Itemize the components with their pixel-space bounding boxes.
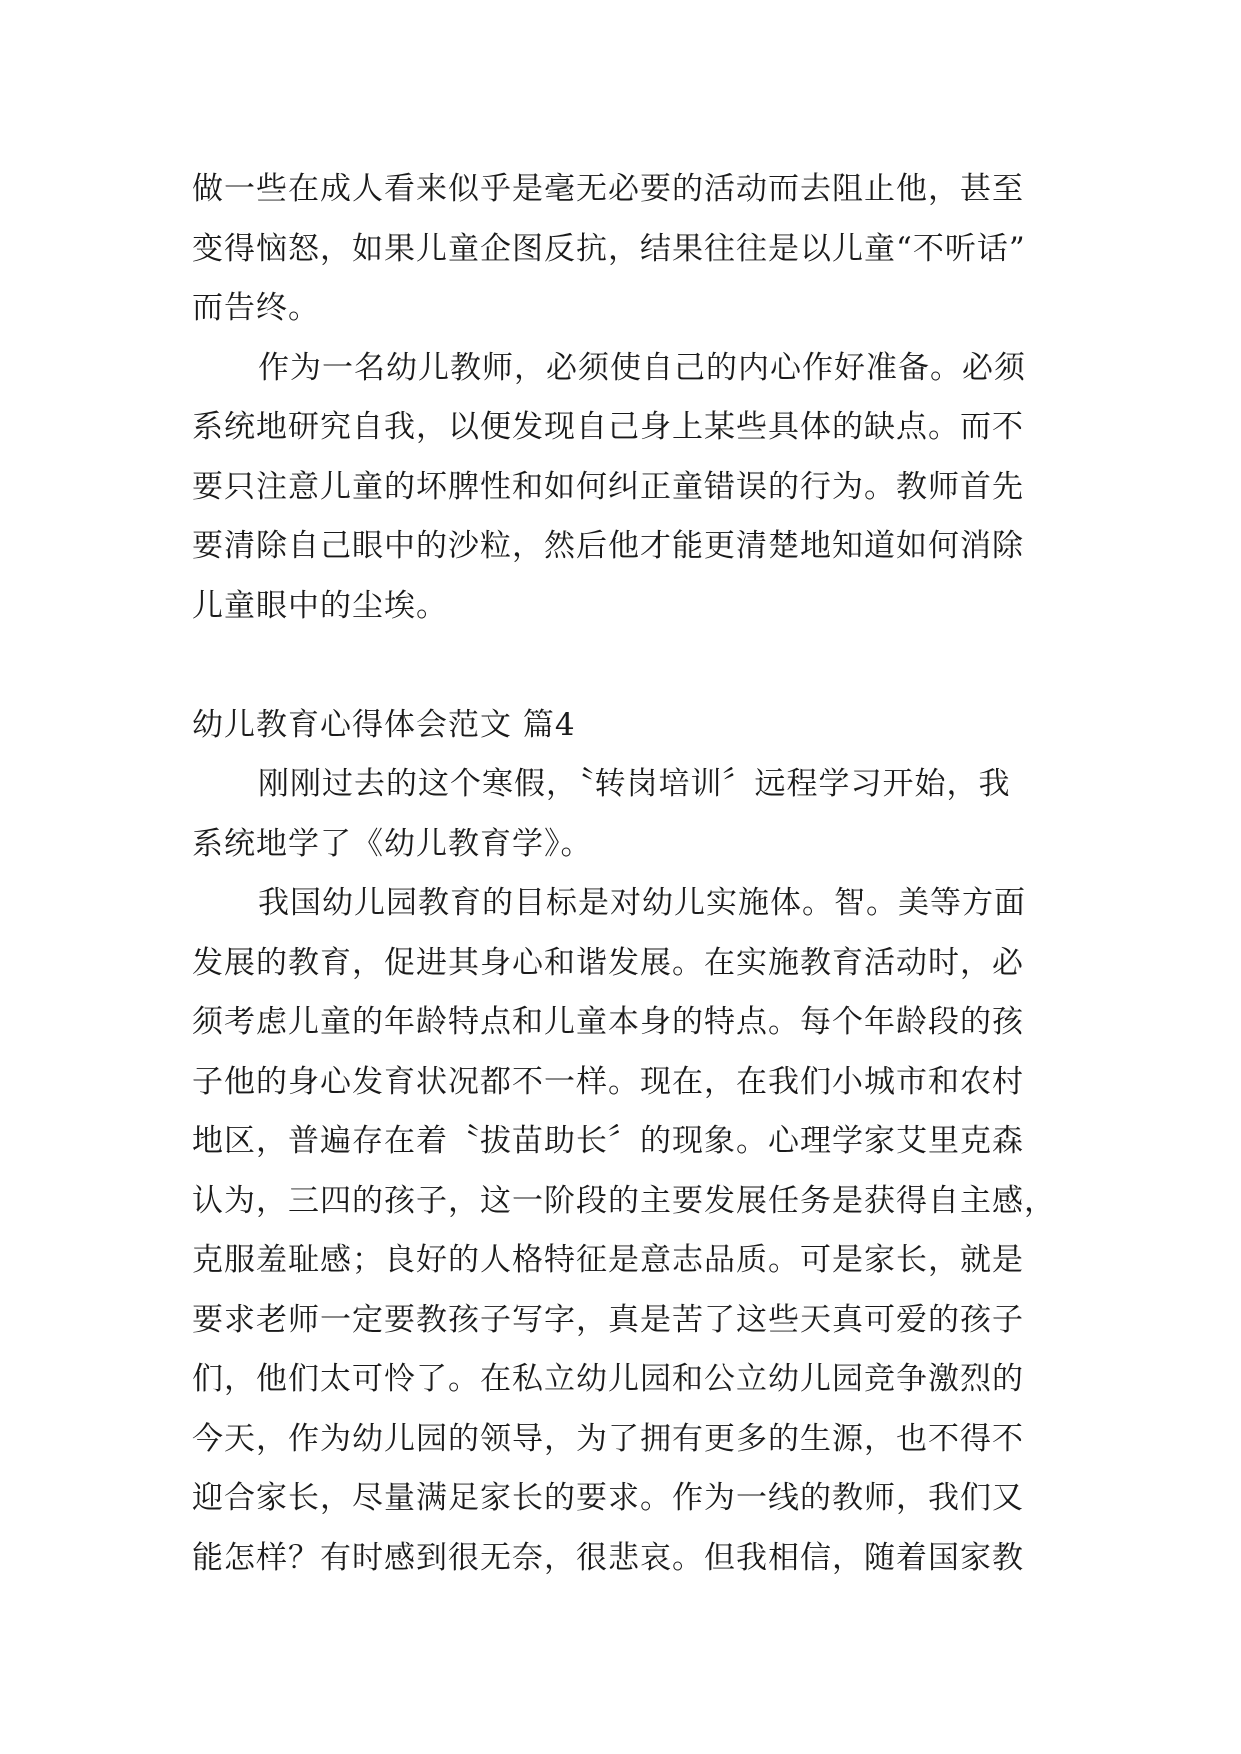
document-body (192, 160, 1062, 1588)
paragraph-line: 迎合家长，尽量满足家长的要求。作为一线的教师，我们又 (192, 1480, 1024, 1516)
paragraph-line: 发展的教育，促进其身心和谐发展。在实施教育活动时，必 (192, 944, 1024, 981)
paragraph-4 (192, 874, 1062, 1588)
paragraph-line: 作为一名幼儿教师，必须使自己的内心作好准备。必须 (258, 349, 1026, 386)
paragraph-line: 克服羞耻感；良好的人格特征是意志品质。可是家长，就是 (192, 1242, 1024, 1278)
paragraph-line: 儿童眼中的尘埃。 (192, 587, 448, 624)
section-heading: 幼儿教育心得体会范文 篇4 (192, 706, 576, 743)
paragraph-2 (192, 339, 1062, 637)
paragraph-line: 系统地学了《幼儿教育学》。 (192, 825, 593, 862)
paragraph-line: 要只注意儿童的坏脾性和如何纠正童错误的行为。教师首先 (192, 468, 1024, 505)
paragraph-line: 做一些在成人看来似乎是毫无必要的活动而去阻止他，甚至 (192, 171, 1024, 207)
paragraph-line: 我国幼儿园教育的目标是对幼儿实施体。智。美等方面 (258, 885, 1026, 921)
paragraph-line: 刚刚过去的这个寒假，〝转岗培训〞远程学习开始，我 (258, 766, 1011, 802)
paragraph-3 (192, 755, 1062, 874)
paragraph-line: 变得恼怒，如果儿童企图反抗，结果往往是以儿童“不听话” (192, 230, 1026, 267)
paragraph-line: 系统地研究自我，以便发现自己身上某些具体的缺点。而不 (192, 409, 1024, 445)
paragraph-line: 认为，三四的孩子，这一阶段的主要发展任务是获得自主感， (192, 1182, 1056, 1219)
paragraph-line: 地区，普遍存在着〝拔苗助长〞的现象。心理学家艾里克森 (192, 1123, 1024, 1159)
paragraph-line: 而告终。 (192, 290, 320, 326)
paragraph-line: 今天，作为幼儿园的领导，为了拥有更多的生源，也不得不 (192, 1420, 1024, 1457)
paragraph-line: 子他的身心发育状况都不一样。现在，在我们小城市和农村 (192, 1063, 1024, 1100)
paragraph-1 (192, 160, 1062, 339)
paragraph-line: 须考虑儿童的年龄特点和儿童本身的特点。每个年龄段的孩 (192, 1004, 1024, 1040)
paragraph-line: 要求老师一定要教孩子写字，真是苦了这些天真可爱的孩子 (192, 1301, 1024, 1338)
paragraph-line: 能怎样？有时感到很无奈，很悲哀。但我相信，随着国家教 (192, 1539, 1024, 1576)
paragraph-line: 们，他们太可怜了。在私立幼儿园和公立幼儿园竞争激烈的 (192, 1361, 1024, 1397)
paragraph-line: 要清除自己眼中的沙粒，然后他才能更清楚地知道如何消除 (192, 528, 1024, 564)
blank-line (192, 636, 1062, 696)
